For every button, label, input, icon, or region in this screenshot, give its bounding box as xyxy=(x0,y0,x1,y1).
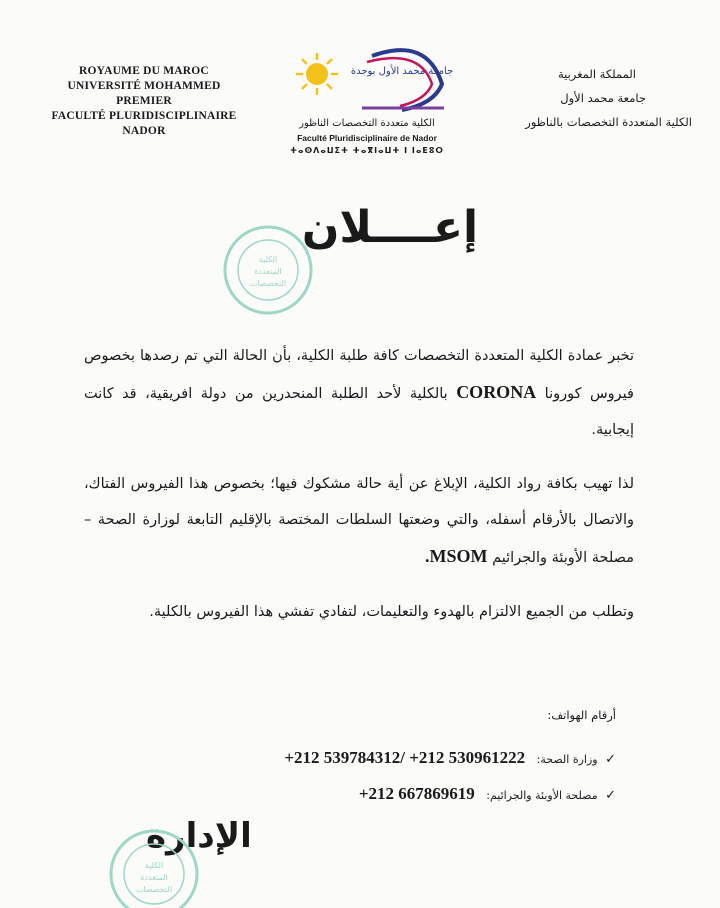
svg-text:التخصصات: التخصصات xyxy=(135,885,173,894)
paragraph-text: تخبر عمادة الكلية المتعددة التخصصات كافة طلبة الكلية، بأن الحالة التي تم رصدها بخصوص فيروس كورونا xyxy=(84,348,634,402)
check-icon: ✓ xyxy=(605,752,616,767)
paragraph-text: بالكلية لأحد الطلبة المنحدرين من دولة افريقية، قد كانت إيجابية. xyxy=(84,386,634,438)
phone-label: مصلحة الأوبئة والجرائيم: xyxy=(486,789,598,802)
header-fr-line: UNIVERSITÉ MOHAMMED xyxy=(67,80,221,92)
header-ar-line: المملكة المغربية xyxy=(557,67,636,81)
logo-ar-name: الكلية متعددة التخصصات الناظور xyxy=(299,118,435,129)
paragraph xyxy=(84,594,634,630)
paragraph xyxy=(84,338,634,448)
phone-row xyxy=(359,784,616,804)
phone-row xyxy=(284,748,616,768)
paragraph-highlight: MSOM. xyxy=(425,546,488,566)
faculty-logo xyxy=(262,44,482,164)
header-fr-line: PREMIER xyxy=(116,95,172,107)
paragraph-text: وتطلب من الجميع الالتزام بالهدوء والتعليمات، لتفادي تفشي هذا الفيروس بالكلية. xyxy=(149,604,634,620)
official-stamp-icon xyxy=(222,224,314,316)
svg-text:التخصصات: التخصصات xyxy=(249,279,287,288)
logo-tifinagh: ⵜⴰⵙⴷⴰⵡⵉⵜ ⵜⴰⴳⵏⴰⵡⵜ ⵏ ⵏⴰⴹⵓⵔ xyxy=(290,146,444,155)
svg-text:الكلية: الكلية xyxy=(144,861,164,870)
header-fr-line: ROYAUME DU MAROC xyxy=(79,65,209,77)
logo-fr-name: Faculté Pluridisciplinaire de Nador xyxy=(297,133,437,143)
check-icon: ✓ xyxy=(605,788,616,803)
header-fr-line: FACULTÉ PLURIDISCIPLINAIRE xyxy=(51,110,237,122)
header-arabic xyxy=(492,62,692,134)
paragraph xyxy=(84,466,634,576)
page-title: إعــــلان xyxy=(301,202,479,253)
header-ar-line: الكلية المتعددة التخصصات بالناظور xyxy=(525,115,692,129)
paragraph-highlight: CORONA xyxy=(456,382,537,402)
sun-icon xyxy=(296,53,338,95)
logo-emblem-icon xyxy=(262,44,482,124)
announcement-body xyxy=(84,338,634,648)
svg-text:المتعددة: المتعددة xyxy=(254,267,282,276)
phone-number: +212 539784312/ +212 530961222 xyxy=(284,748,526,767)
header-french xyxy=(30,64,258,139)
signature: الإدارة xyxy=(146,816,252,856)
phones-title: أرقام الهواتف: xyxy=(547,708,616,722)
bottom-stamp-icon xyxy=(108,828,200,908)
header-fr-line: NADOR xyxy=(122,125,166,137)
svg-text:المتعددة: المتعددة xyxy=(140,873,168,882)
phone-label: وزارة الصحة: xyxy=(536,753,598,766)
paragraph-text: لذا تهيب بكافة رواد الكلية، الإبلاغ عن أية حالة مشكوك فيها؛ بخصوص هذا الفيروس الفتاك، والاتصال بالأرقام أسفله، والتي وضعتها السلطات المختصة بالإقليم التابعة لوزارة الصحة – مصلحة الأوبئة والجرائيم xyxy=(84,476,634,566)
logo-univ-text: جامعة محمد الأول بوجدة xyxy=(350,66,454,77)
header-ar-line: جامعة محمد الأول xyxy=(560,91,646,105)
svg-text:الكلية: الكلية xyxy=(258,255,278,264)
phone-number: +212 667869619 xyxy=(358,784,475,803)
